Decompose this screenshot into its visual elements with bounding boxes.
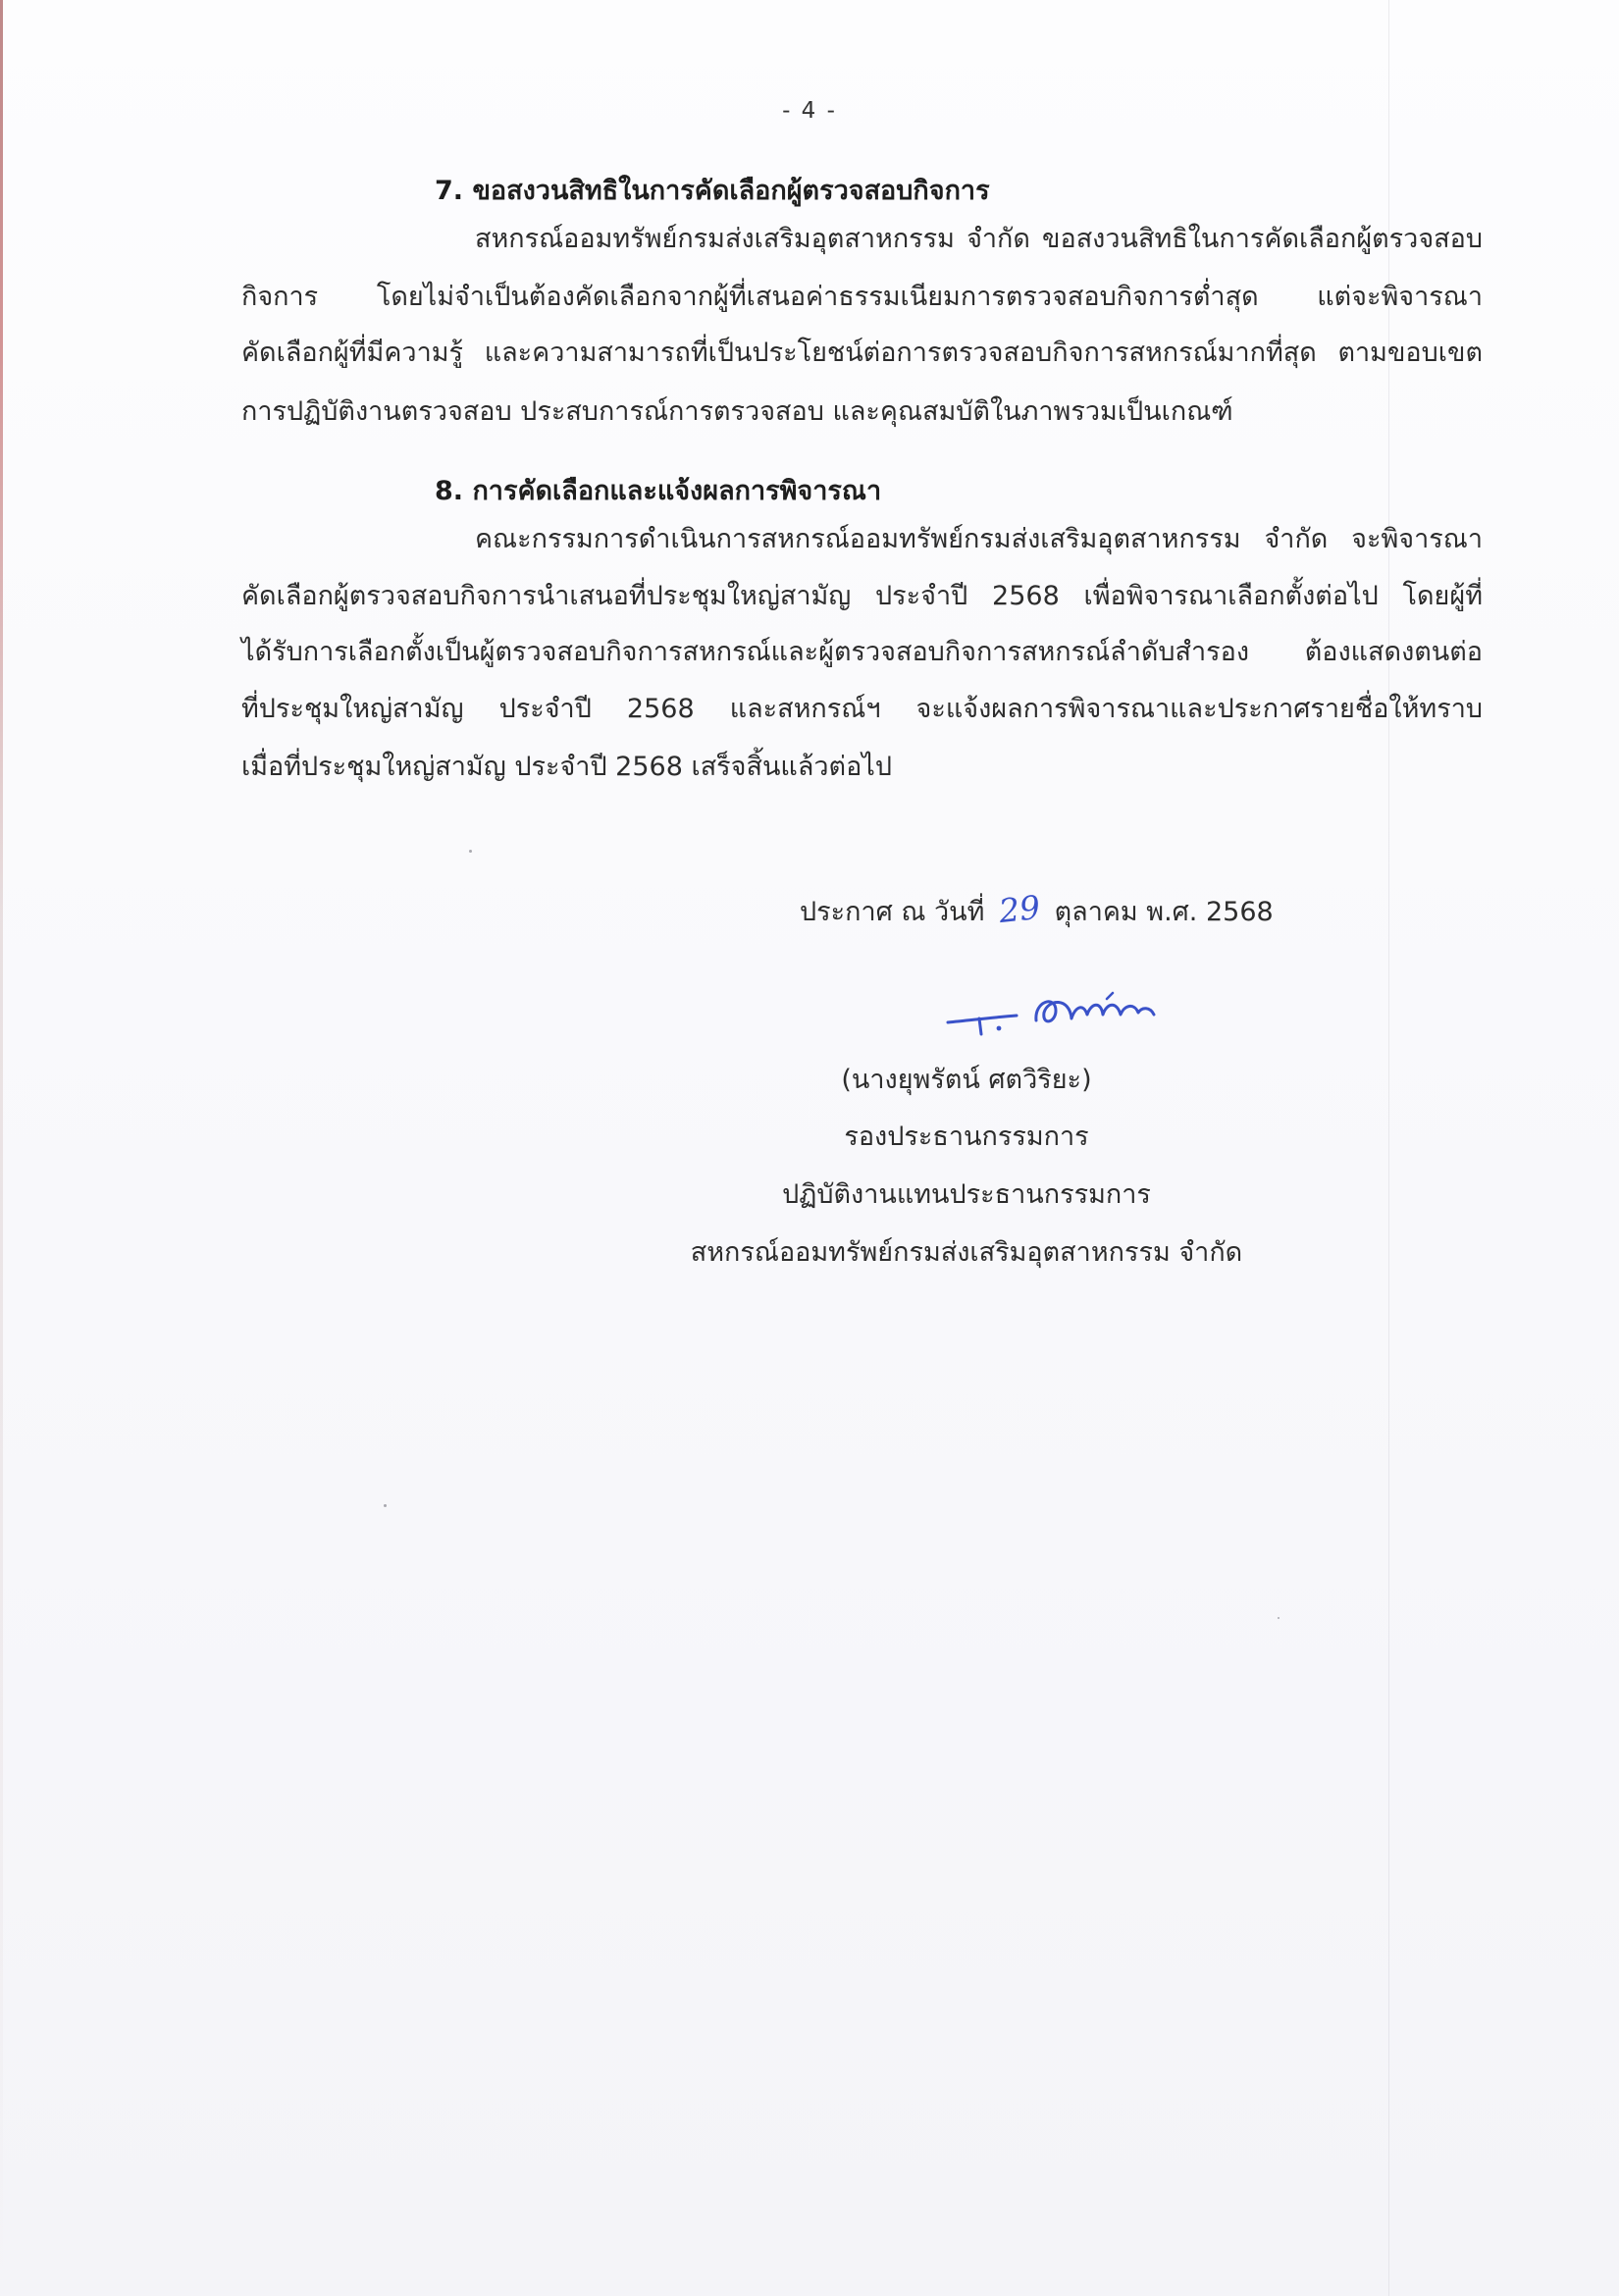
scan-dust <box>469 850 472 853</box>
section-7-line: กิจการ โดยไม่จำเป็นต้องคัดเลือกจากผู้ที่เสนอค่าธรรมเนียมการตรวจสอบกิจการต่ำสุด แต่จะพิจารณา <box>241 282 1483 312</box>
section-8-line: คณะกรรมการดำเนินการสหกรณ์ออมทรัพย์กรมส่งเสริมอุตสาหกรรม จำกัด จะพิจารณา <box>475 524 1483 554</box>
section-7-line: คัดเลือกผู้ที่มีความรู้ และความสามารถที่เป็นประโยชน์ต่อการตรวจสอบกิจการสหกรณ์มากที่สุด ตามขอบเขต <box>241 338 1483 368</box>
announcement-suffix: ตุลาคม พ.ศ. 2568 <box>1054 897 1274 927</box>
page-number: - 4 - <box>782 98 837 124</box>
announcement-prefix: ประกาศ ณ วันที่ <box>800 897 985 927</box>
section-8-line: เมื่อที่ประชุมใหญ่สามัญ ประจำปี 2568 เสร็จสิ้นแล้วต่อไป <box>241 752 893 782</box>
section-8-heading: 8. การคัดเลือกและแจ้งผลการพิจารณา <box>435 476 882 506</box>
announcement-date <box>800 887 1274 932</box>
signatory-acting: ปฏิบัติงานแทนประธานกรรมการ <box>782 1179 1151 1210</box>
section-8-line: คัดเลือกผู้ตรวจสอบกิจการนำเสนอที่ประชุมใหญ่สามัญ ประจำปี 2568 เพื่อพิจารณาเลือกตั้งต่อไป โดยผู้ที่ <box>241 581 1483 611</box>
signatory-organization: สหกรณ์ออมทรัพย์กรมส่งเสริมอุตสาหกรรม จำกัด <box>690 1237 1243 1268</box>
section-8-line: ได้รับการเลือกตั้งเป็นผู้ตรวจสอบกิจการสหกรณ์และผู้ตรวจสอบกิจการสหกรณ์ลำดับสำรอง ต้องแสดงตนต่อ <box>241 637 1483 667</box>
section-7-line: สหกรณ์ออมทรัพย์กรมส่งเสริมอุตสาหกรรม จำกัด ขอสงวนสิทธิในการคัดเลือกผู้ตรวจสอบ <box>475 224 1483 254</box>
scan-dust <box>384 1504 387 1507</box>
section-8-line: ที่ประชุมใหญ่สามัญ ประจำปี 2568 และสหกรณ์ฯ จะแจ้งผลการพิจารณาและประกาศรายชื่อให้ทราบ <box>241 694 1483 724</box>
scan-edge <box>0 0 3 2296</box>
handwritten-signature <box>940 981 1195 1050</box>
signatory-name: (นางยุพรัตน์ ศตวิริยะ) <box>841 1065 1092 1095</box>
scan-dust <box>1278 1617 1280 1619</box>
signatory-position: รองประธานกรรมการ <box>844 1122 1089 1152</box>
section-7-heading: 7. ขอสงวนสิทธิในการคัดเลือกผู้ตรวจสอบกิจการ <box>435 176 990 206</box>
section-7-line: การปฏิบัติงานตรวจสอบ ประสบการณ์การตรวจสอบ และคุณสมบัติในภาพรวมเป็นเกณฑ์ <box>241 396 1233 427</box>
handwritten-day: 29 <box>997 887 1042 931</box>
